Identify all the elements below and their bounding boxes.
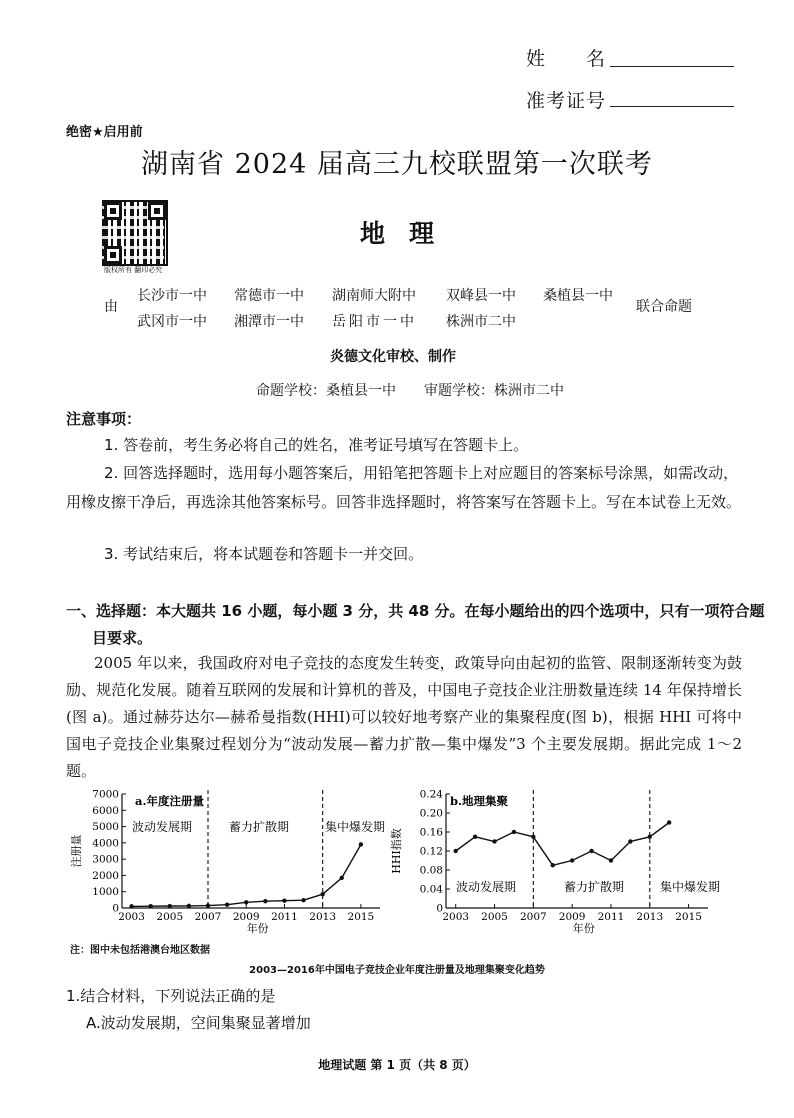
organizer-school: 长沙市一中 — [137, 288, 207, 304]
x-tick-label: 2003 — [442, 911, 470, 923]
y-tick-label: 4000 — [92, 837, 119, 850]
data-point — [628, 839, 632, 843]
data-point — [340, 876, 344, 880]
organizer-school: 常德市一中 — [234, 288, 304, 304]
data-point — [551, 863, 555, 867]
section-heading: 一、选择题：本大题共 16 小题，每小题 3 分，共 48 分。在每小题给出的四个选项中，只有一项符合题目要求。 — [66, 602, 765, 647]
x-axis-label: 年份 — [246, 922, 269, 935]
y-tick-label: 0.12 — [419, 845, 443, 858]
y-tick-label: 3000 — [92, 853, 119, 866]
material-paragraph: 2005 年以来，我国政府对电子竞技的态度发生转变，政策导向由起初的监管、限制逐渐转变为鼓励、规范化发展。随着互联网的发展和计算机的普及，中国电子竞技企业注册数量连续 14 年保持增长(图 a)。通过赫芬达尔—赫希曼指数(HHI)可以较好地考察产业的集聚程度(图 b)，根据 HHI 可将中国电子竞技企业集聚过程划分为“波动发展—蓄力扩散—集中爆发”3 个主要发展期。据此完成 1～2 题。 — [66, 654, 742, 780]
data-point — [531, 835, 535, 839]
y-tick-label: 0.08 — [419, 864, 443, 877]
x-tick-label: 2009 — [558, 911, 586, 923]
data-point — [263, 899, 267, 903]
data-point — [648, 835, 652, 839]
y-axis-label: HHI指数 — [390, 828, 403, 874]
x-axis-label: 年份 — [572, 922, 595, 935]
data-point — [148, 904, 152, 908]
period-label: 集中爆发期 — [325, 820, 386, 834]
period-label: 蓄力扩散期 — [229, 820, 290, 834]
data-point — [512, 830, 516, 834]
x-tick-label: 2013 — [636, 911, 664, 923]
producer-line: 炎德文化审校、制作 — [330, 349, 456, 365]
x-tick-label: 2011 — [597, 911, 625, 923]
data-point — [168, 904, 172, 908]
organizer-prefix: 由 — [104, 299, 118, 315]
x-tick-label: 2009 — [232, 911, 260, 923]
x-tick-label: 2005 — [481, 911, 508, 923]
organizer-school: 双峰县一中 — [446, 288, 516, 304]
period-label: 波动发展期 — [456, 880, 517, 894]
chart-a — [70, 789, 385, 936]
charts-figure — [60, 788, 740, 950]
reviewer-school: 审题学校：株洲市二中 — [424, 383, 564, 399]
y-tick-label: 5000 — [92, 821, 119, 834]
name-label: 姓 名 — [526, 48, 607, 70]
exam-id-label: 准考证号 — [526, 90, 607, 112]
x-tick-label: 2015 — [347, 911, 375, 923]
x-tick-label: 2007 — [519, 911, 547, 923]
exam-title: 湖南省 2024 届高三九校联盟第一次联考 — [141, 149, 653, 180]
y-tick-label: 1000 — [92, 886, 119, 899]
chart-b — [389, 789, 720, 936]
x-tick-label: 2005 — [156, 911, 184, 923]
data-point — [320, 892, 324, 896]
secret-mark: 绝密★启用前 — [66, 125, 143, 140]
x-tick-label: 2011 — [271, 911, 298, 923]
question-stem: 1.结合材料，下列说法正确的是 — [66, 987, 276, 1005]
period-label: 波动发展期 — [132, 820, 193, 834]
proposer-school: 命题学校：桑植县一中 — [256, 383, 396, 399]
data-point — [570, 858, 574, 862]
data-point — [301, 898, 305, 902]
series-line — [132, 845, 361, 907]
organizer-school: 桑植县一中 — [543, 288, 613, 304]
data-point — [609, 858, 613, 862]
notes-title: 注意事项： — [66, 410, 142, 428]
chart-note: 注：图中未包括港澳台地区数据 — [70, 945, 210, 956]
data-point — [206, 903, 210, 907]
period-label: 蓄力扩散期 — [564, 880, 625, 894]
organizer-school: 湖南师大附中 — [332, 288, 416, 304]
page-footer: 地理试题 第 1 页（共 8 页） — [318, 1058, 476, 1072]
organizer-school: 株洲市二中 — [446, 314, 516, 330]
series-line — [456, 823, 670, 866]
y-tick-label: 0.24 — [419, 788, 443, 801]
x-tick-label: 2003 — [118, 911, 145, 923]
notes-item: 1. 答卷前，考生务必将自己的姓名，准考证号填写在答题卡上。 — [104, 436, 529, 454]
question-option-a: A.波动发展期，空间集聚显著增加 — [86, 1014, 311, 1032]
chart-caption: 2003—2016年中国电子竞技企业年度注册量及地理集聚变化趋势 — [249, 965, 545, 976]
y-tick-label: 0 — [436, 902, 443, 915]
organizer-school: 武冈市一中 — [137, 314, 207, 330]
data-point — [667, 820, 671, 824]
data-point — [187, 904, 191, 908]
data-point — [129, 904, 133, 908]
data-point — [492, 839, 496, 843]
y-tick-label: 0.16 — [419, 826, 443, 839]
data-point — [473, 835, 477, 839]
chart-title: a.年度注册量 — [135, 794, 204, 808]
exam-id-underline — [610, 106, 734, 107]
y-tick-label: 0.04 — [419, 883, 443, 896]
data-point — [244, 900, 248, 904]
subject-title: 地理 — [359, 219, 458, 248]
y-tick-label: 6000 — [92, 804, 119, 817]
data-point — [225, 903, 229, 907]
data-point — [589, 849, 593, 853]
notes-item: 2. 回答选择题时，选用每小题答案后，用铅笔把答题卡上对应题目的答案标号涂黑，如需改动，用橡皮擦干净后，再选涂其他答案标号。回答非选择题时，将答案写在答题卡上。写在本试卷上无效。 — [66, 464, 742, 511]
y-tick-label: 0 — [112, 902, 119, 915]
y-tick-label: 0.20 — [419, 807, 443, 820]
y-axis-label: 注册量 — [70, 834, 83, 868]
notes-item: 3. 考试结束后，将本试题卷和答题卡一并交回。 — [104, 545, 424, 563]
x-tick-label: 2013 — [309, 911, 337, 923]
period-label: 集中爆发期 — [660, 880, 721, 894]
x-tick-label: 2015 — [675, 911, 702, 923]
name-underline — [610, 66, 734, 67]
data-point — [454, 849, 458, 853]
x-tick-label: 2007 — [194, 911, 222, 923]
y-tick-label: 7000 — [92, 788, 119, 801]
data-point — [282, 898, 286, 902]
qr-caption: 版权所有 翻印必究 — [104, 266, 163, 274]
data-point — [359, 842, 363, 846]
chart-title: b.地理集聚 — [450, 794, 509, 808]
organizer-suffix: 联合命题 — [636, 299, 692, 315]
y-tick-label: 2000 — [92, 869, 119, 882]
organizer-school: 岳阳市一中 — [332, 314, 417, 330]
organizer-school: 湘潭市一中 — [234, 314, 304, 330]
